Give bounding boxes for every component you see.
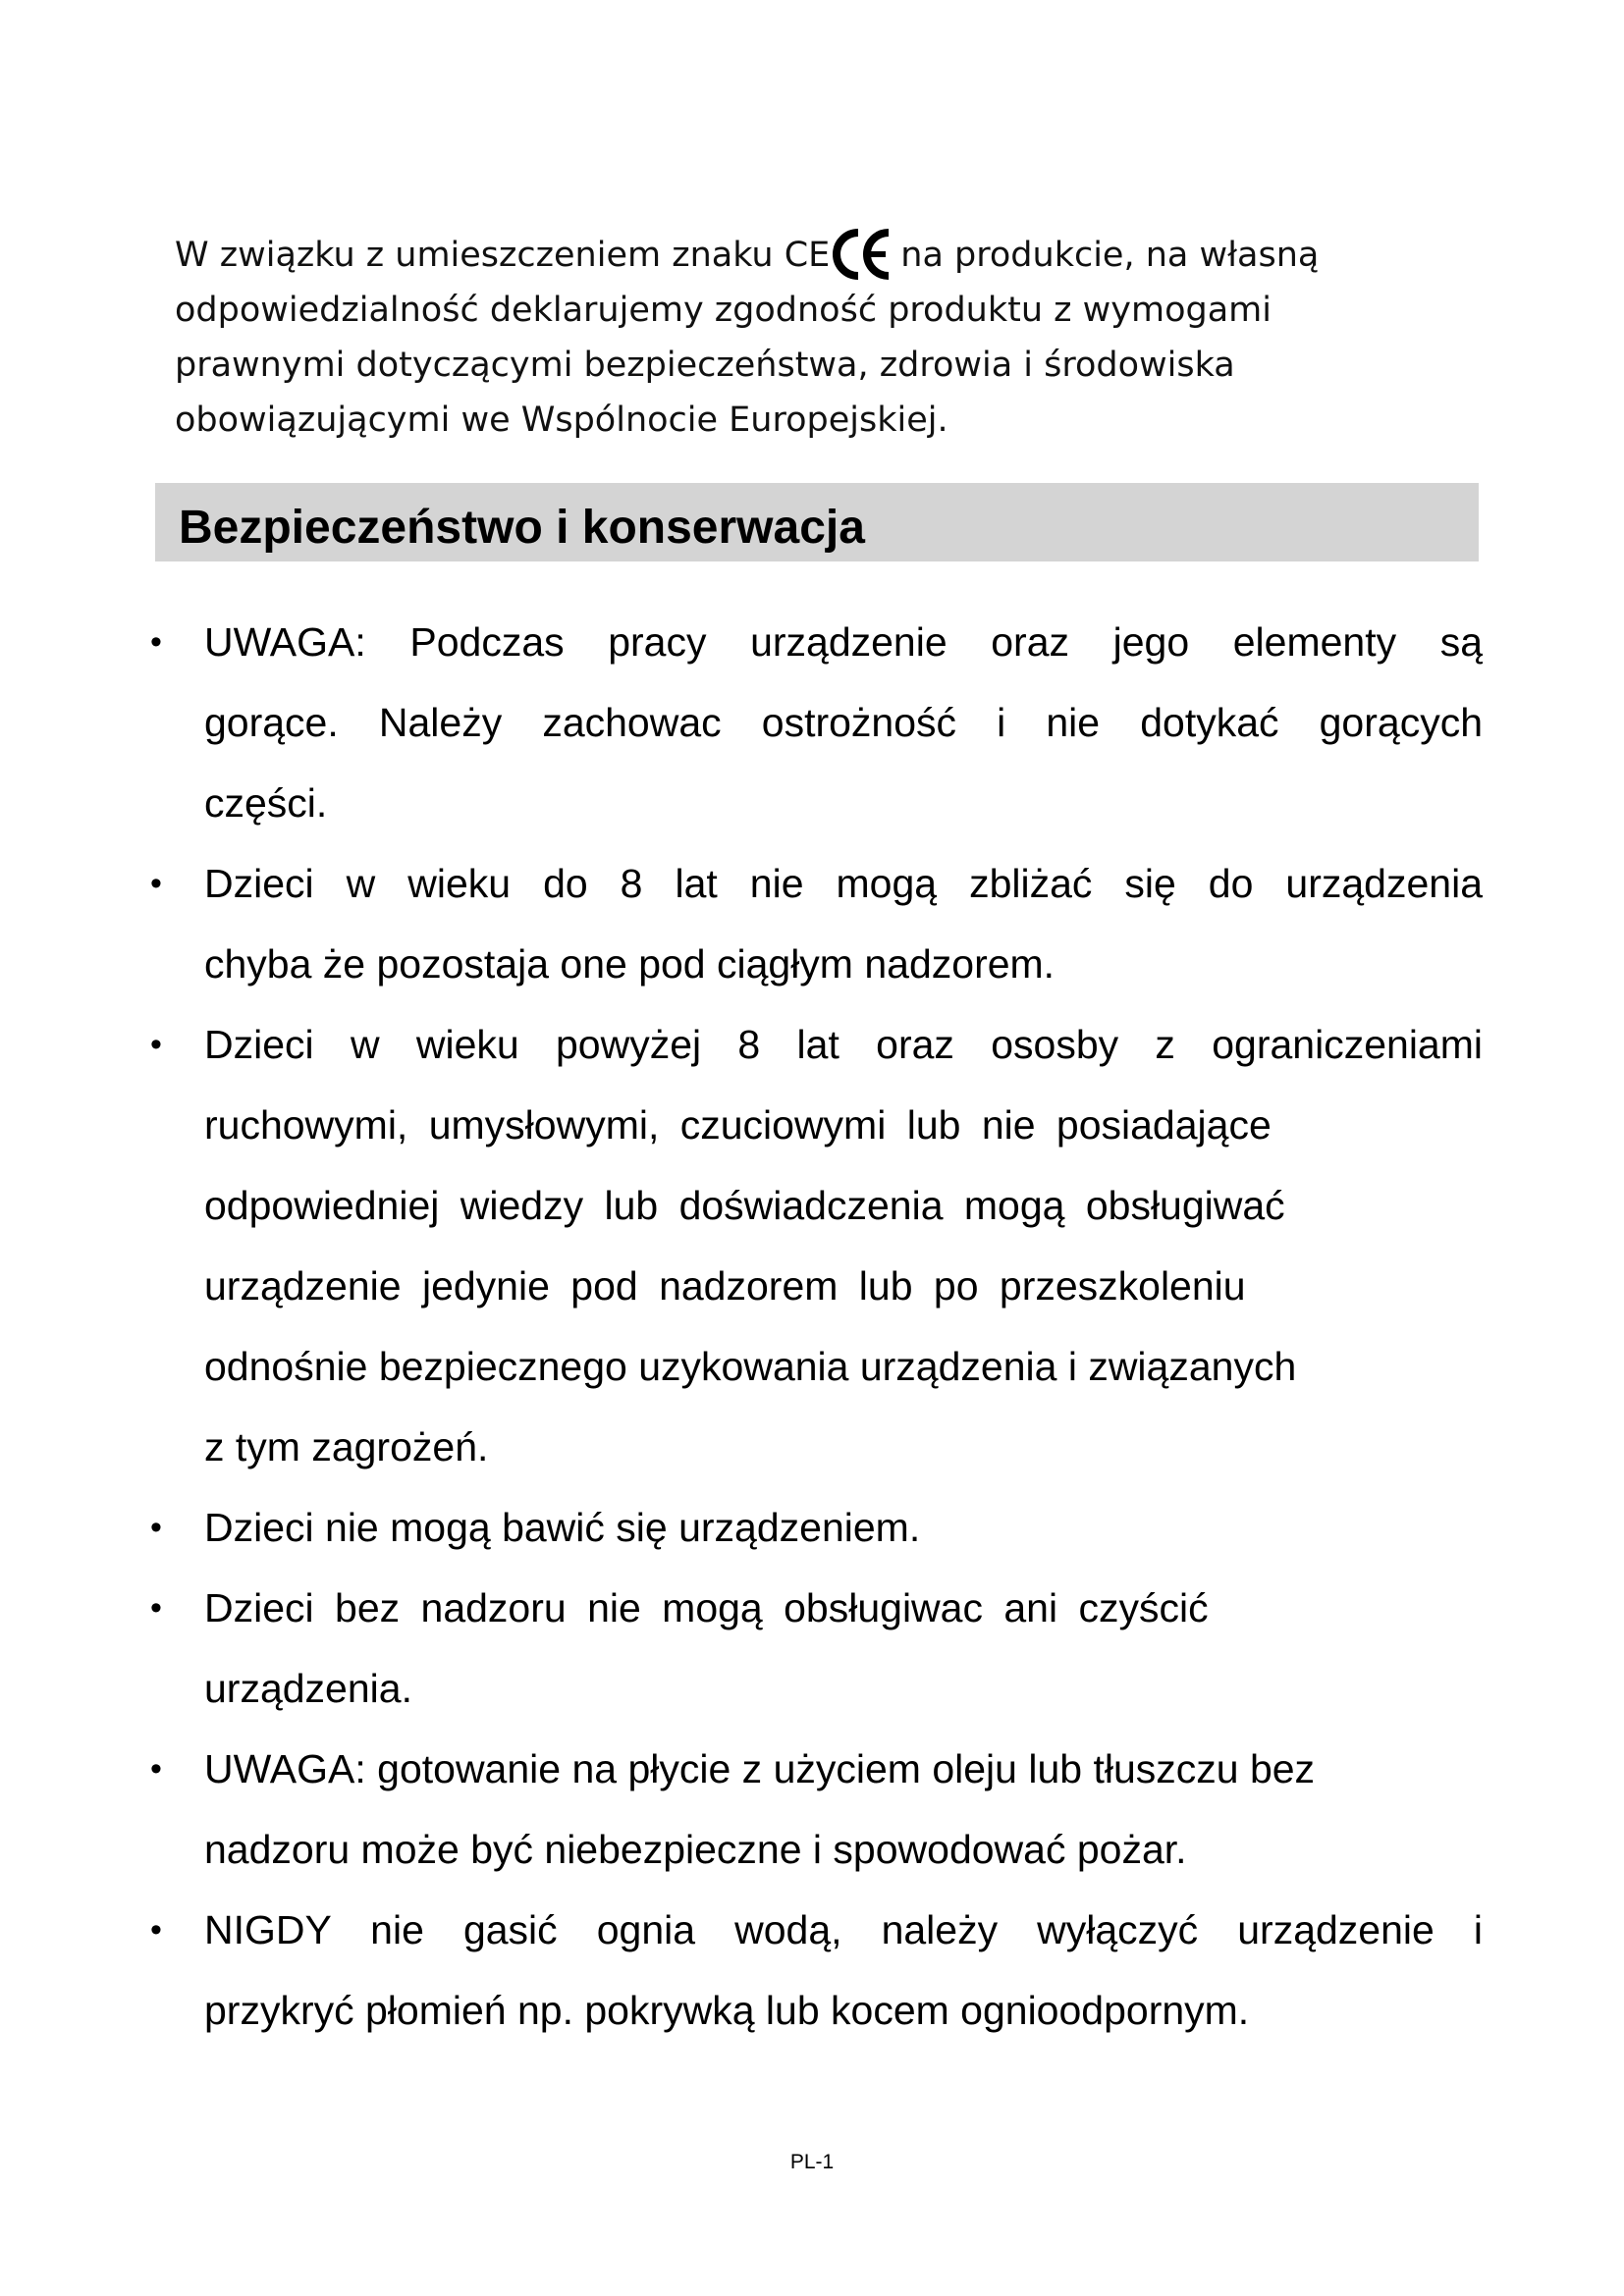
bullet-icon: • — [150, 865, 162, 902]
bullet-line: NIGDY nie gasić ognia wodą, należy wyłączyć urządzenie i — [204, 1907, 1483, 1952]
bullet-line: Dzieci nie mogą bawić się urządzeniem. — [204, 1505, 921, 1550]
ce-declaration-text-end: na produkcie, na własną — [900, 236, 1320, 275]
bullet-icon: • — [150, 1750, 162, 1788]
ce-declaration-line-4: obowiązującymi we Wspólnocie Europejskiej. — [175, 400, 948, 440]
ce-declaration-paragraph — [175, 228, 1481, 448]
ce-declaration-text-start: W związku z umieszczeniem znaku CE — [175, 236, 831, 275]
section-header-bar — [155, 483, 1479, 561]
ce-declaration-line-3: prawnymi dotyczącymi bezpieczeństwa, zdrowia i środowiska — [175, 346, 1235, 385]
bullet-line: nadzoru może być niebezpieczne i spowodować pożar. — [204, 1827, 1187, 1872]
safety-bullet-never-water — [147, 1890, 1483, 2051]
ce-declaration-line-2: odpowiedzialność deklarujemy zgodność produktu z wymogami — [175, 291, 1272, 330]
bullet-line: Dzieci bez nadzoru nie mogą obsługiwac ani czyścić — [204, 1585, 1209, 1630]
bullet-icon: • — [150, 1589, 162, 1627]
bullet-line: urządzenia. — [204, 1666, 412, 1711]
bullet-icon: • — [150, 1911, 162, 1949]
bullet-line: z tym zagrożeń. — [204, 1424, 489, 1469]
safety-bullet-oil-fire-risk — [147, 1729, 1483, 1890]
bullet-line: Dzieci w wieku powyżej 8 lat oraz ososby z ograniczeniami — [204, 1022, 1483, 1067]
bullet-line: odpowiedniej wiedzy lub doświadczenia mogą obsługiwać — [204, 1183, 1285, 1228]
safety-bullet-hot-parts — [147, 602, 1483, 843]
bullet-line: chyba że pozostaja one pod ciągłym nadzorem. — [204, 941, 1056, 987]
bullet-icon: • — [150, 1026, 162, 1063]
safety-bullet-no-playing — [147, 1487, 1483, 1568]
bullet-line: UWAGA: gotowanie na płycie z użyciem oleju lub tłuszczu bez — [204, 1746, 1316, 1791]
page-number: PL-1 — [789, 2151, 835, 2173]
bullet-line: urządzenie jedynie pod nadzorem lub po przeszkoleniu — [204, 1263, 1246, 1308]
bullet-line: części. — [204, 780, 328, 826]
bullet-line: gorące. Należy zachowac ostrożność i nie dotykać gorących — [204, 700, 1483, 745]
bullet-line: ruchowymi, umysłowymi, czuciowymi lub nie posiadające — [204, 1102, 1272, 1148]
bullet-line: Dzieci w wieku do 8 lat nie mogą zbliżać się do urządzenia — [204, 861, 1483, 906]
bullet-line: odnośnie bezpiecznego uzykowania urządzenia i związanych — [204, 1344, 1297, 1389]
safety-bullet-children-over-8 — [147, 1004, 1483, 1487]
ce-mark-icon — [832, 229, 894, 280]
safety-bullet-list — [147, 602, 1483, 2051]
bullet-line: UWAGA: Podczas pracy urządzenie oraz jego elementy są — [204, 619, 1483, 665]
section-title: Bezpieczeństwo i konserwacja — [179, 502, 865, 554]
safety-bullet-children-under-8 — [147, 843, 1483, 1004]
safety-bullet-unsupervised-cleaning — [147, 1568, 1483, 1729]
bullet-icon: • — [150, 1509, 162, 1546]
bullet-icon: • — [150, 623, 162, 661]
bullet-line: przykryć płomień np. pokrywką lub kocem ognioodpornym. — [204, 1988, 1250, 2033]
ce-declaration-line-1 — [175, 228, 1481, 283]
